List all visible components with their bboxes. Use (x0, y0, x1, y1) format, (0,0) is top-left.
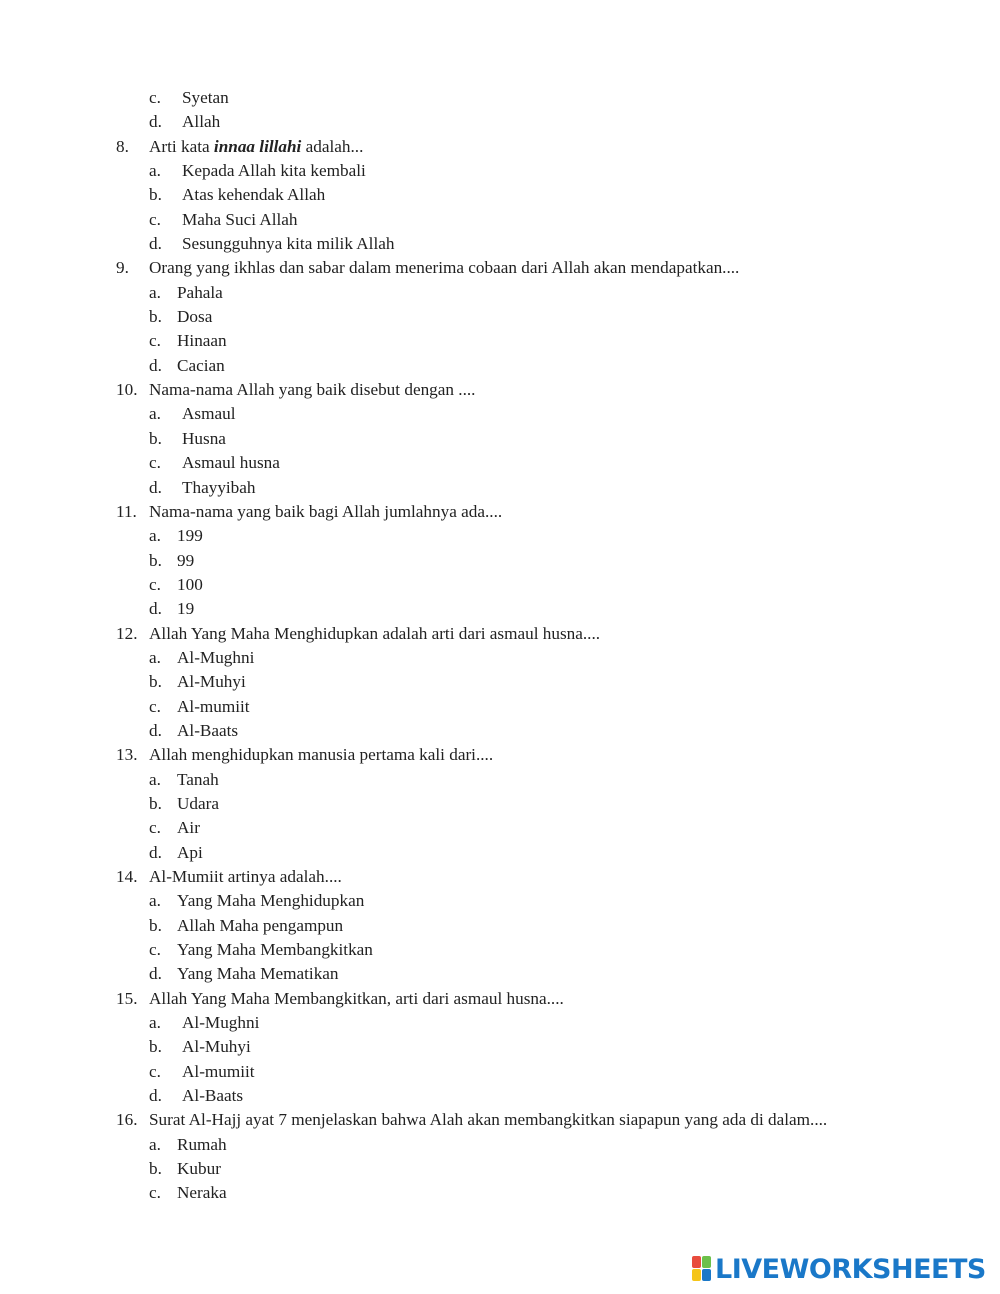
option-text: Al-mumiit (177, 696, 250, 716)
option-text: Udara (177, 793, 219, 813)
question-number: 14. (116, 867, 138, 886)
answer-option (0, 524, 1000, 548)
answer-option (0, 938, 1000, 962)
question-number: 9. (116, 258, 129, 278)
option-letter: d. (149, 477, 162, 497)
option-letter: c. (149, 1061, 161, 1081)
option-letter: a. (149, 891, 161, 911)
option-letter: a. (149, 1134, 161, 1154)
question-row (0, 865, 1000, 889)
question-row (0, 1108, 1000, 1132)
option-text: Kubur (177, 1159, 221, 1179)
answer-option (0, 183, 1000, 207)
option-text: Al-mumiit (182, 1061, 255, 1081)
logo-text: LIVEWORKSHEETS (715, 1253, 986, 1285)
option-text: Yang Maha Menghidupkan (177, 891, 365, 911)
option-text: Yang Maha Membangkitkan (177, 940, 373, 960)
answer-option (0, 305, 1000, 329)
option-letter: d. (149, 234, 162, 254)
question-row (0, 135, 1000, 159)
answer-option (0, 476, 1000, 500)
question-row (0, 378, 1000, 402)
answer-option (0, 1133, 1000, 1157)
question-text: Al-Mumiit artinya adalah.... (149, 867, 342, 886)
option-letter: c. (149, 88, 161, 107)
option-text: Al-Muhyi (177, 672, 246, 692)
option-letter: b. (149, 1037, 162, 1057)
answer-option (0, 232, 1000, 256)
question-text: Nama-nama yang baik bagi Allah jumlahnya ada.... (149, 501, 503, 521)
question-text-emphasis: innaa lillahi (213, 136, 302, 156)
option-letter: b. (149, 1159, 162, 1179)
option-text: Allah (182, 112, 221, 132)
question-text: Orang yang ikhlas dan sabar dalam menerima cobaan dari Allah akan mendapatkan.... (149, 258, 740, 278)
option-text: Cacian (177, 355, 225, 375)
option-letter: a. (149, 647, 161, 667)
answer-option (0, 1060, 1000, 1084)
answer-option (0, 354, 1000, 378)
answer-option (0, 110, 1000, 134)
option-letter: d. (149, 842, 162, 862)
option-text: Maha Suci Allah (182, 209, 298, 229)
option-text: Neraka (177, 1183, 227, 1203)
option-letter: d. (149, 964, 162, 984)
option-letter: c. (149, 696, 161, 716)
question-row (0, 256, 1000, 280)
answer-option (0, 451, 1000, 475)
question-number: 15. (116, 988, 138, 1008)
option-text: 100 (177, 574, 203, 594)
option-letter: b. (149, 672, 162, 692)
answer-option (0, 1157, 1000, 1181)
option-text: Al-Muhyi (182, 1037, 251, 1057)
question-text (149, 135, 363, 159)
answer-option (0, 841, 1000, 865)
question-number: 12. (116, 623, 138, 643)
answer-option (0, 329, 1000, 353)
answer-option (0, 962, 1000, 986)
answer-option (0, 1084, 1000, 1108)
option-letter: b. (149, 185, 162, 205)
answer-option (0, 792, 1000, 816)
answer-option (0, 86, 1000, 110)
answer-option (0, 427, 1000, 451)
option-letter: d. (149, 599, 162, 619)
question-text: Nama-nama Allah yang baik disebut dengan .... (149, 380, 476, 400)
option-text: Air (177, 818, 200, 838)
option-letter: c. (149, 453, 161, 473)
answer-option (0, 1035, 1000, 1059)
option-letter: b. (149, 550, 162, 570)
answer-option (0, 670, 1000, 694)
option-text: 19 (177, 599, 195, 619)
option-letter: b. (149, 793, 162, 813)
question-row (0, 743, 1000, 767)
option-text: Allah Maha pengampun (177, 915, 344, 935)
option-letter: d. (149, 1086, 162, 1106)
answer-option (0, 208, 1000, 232)
option-letter: b. (149, 307, 162, 327)
answer-option (0, 1011, 1000, 1035)
question-number: 11. (116, 501, 137, 521)
question-text: Surat Al-Hajj ayat 7 menjelaskan bahwa Alah akan membangkitkan siapapun yang ada di dalam.... (149, 1110, 828, 1130)
option-text: Kepada Allah kita kembali (182, 161, 366, 181)
answer-option (0, 646, 1000, 670)
answer-option (0, 573, 1000, 597)
option-text: 99 (177, 550, 195, 570)
question-text: Allah Yang Maha Menghidupkan adalah arti dari asmaul husna.... (149, 623, 601, 643)
option-text: Hinaan (177, 331, 227, 351)
question-text: Allah menghidupkan manusia pertama kali dari.... (149, 745, 494, 765)
option-letter: c. (149, 331, 161, 351)
option-text: Al-Baats (182, 1086, 244, 1106)
option-letter: c. (149, 818, 161, 838)
option-text: Yang Maha Mematikan (177, 964, 339, 984)
option-text: Al-Baats (177, 720, 239, 740)
option-text: Asmaul husna (182, 453, 280, 473)
option-text: Rumah (177, 1134, 227, 1154)
question-text-post: adalah... (301, 136, 364, 156)
liveworksheets-logo (692, 1252, 986, 1286)
option-text: Al-Mughni (177, 647, 255, 667)
option-letter: b. (149, 428, 162, 448)
question-number: 13. (116, 745, 138, 765)
answer-option (0, 719, 1000, 743)
answer-option (0, 914, 1000, 938)
option-text: Dosa (177, 307, 213, 327)
option-letter: b. (149, 915, 162, 935)
question-row (0, 622, 1000, 646)
question-number: 10. (116, 380, 138, 400)
option-letter: d. (149, 720, 162, 740)
question-number: 8. (116, 136, 129, 156)
option-text: Pahala (177, 282, 223, 302)
option-text: Api (177, 842, 203, 862)
option-letter: a. (149, 1013, 161, 1033)
option-text: Husna (182, 428, 226, 448)
question-text-pre: Arti kata (149, 136, 214, 156)
liveworksheets-logo-icon (692, 1256, 712, 1282)
option-text: Thayyibah (182, 477, 256, 497)
option-text: Al-Mughni (182, 1013, 260, 1033)
option-text: 199 (177, 526, 203, 546)
answer-option (0, 159, 1000, 183)
option-letter: a. (149, 526, 161, 546)
option-letter: c. (149, 1183, 161, 1203)
answer-option (0, 402, 1000, 426)
option-letter: c. (149, 209, 161, 229)
question-row (0, 500, 1000, 524)
option-letter: c. (149, 940, 161, 960)
worksheet-page (0, 86, 1000, 1206)
option-text: Tanah (177, 769, 219, 789)
option-text: Sesungguhnya kita milik Allah (182, 234, 395, 254)
option-letter: a. (149, 161, 161, 181)
option-text: Asmaul (182, 404, 236, 424)
answer-option (0, 1181, 1000, 1205)
answer-option (0, 597, 1000, 621)
question-text: Allah Yang Maha Membangkitkan, arti dari asmaul husna.... (149, 988, 564, 1008)
option-letter: c. (149, 574, 161, 594)
option-letter: d. (149, 112, 162, 132)
answer-option (0, 816, 1000, 840)
option-text: Syetan (182, 88, 229, 107)
option-letter: a. (149, 404, 161, 424)
answer-option (0, 549, 1000, 573)
answer-option (0, 889, 1000, 913)
option-letter: a. (149, 282, 161, 302)
answer-option (0, 695, 1000, 719)
answer-option (0, 281, 1000, 305)
option-text: Atas kehendak Allah (182, 185, 326, 205)
question-row (0, 987, 1000, 1011)
answer-option (0, 768, 1000, 792)
question-number: 16. (116, 1110, 138, 1130)
option-letter: a. (149, 769, 161, 789)
option-letter: d. (149, 355, 162, 375)
